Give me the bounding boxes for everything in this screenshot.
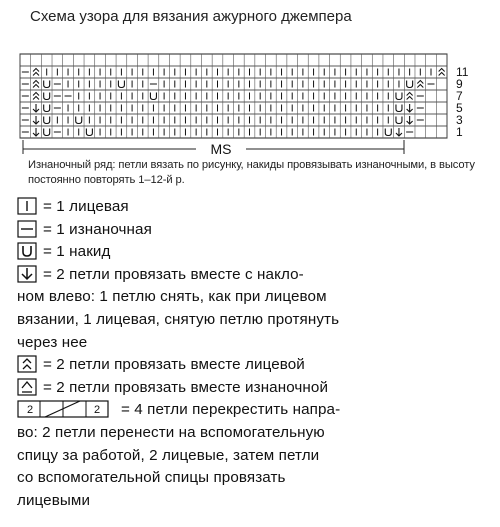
k2tog-left-symbol-icon <box>17 265 37 283</box>
row-number: 9 <box>456 77 463 91</box>
repeat-bracket <box>23 140 404 157</box>
legend-text-line: лицевыми <box>17 491 91 509</box>
legend <box>17 196 373 512</box>
legend-text-line: со вспомогательной спицы провязать <box>17 469 286 487</box>
legend-text-line: через нее <box>17 333 88 351</box>
row-number: 5 <box>456 101 463 115</box>
row-number: 7 <box>456 89 463 103</box>
knitting-chart <box>0 0 500 160</box>
knit-symbol-icon <box>17 197 37 215</box>
legend-cross: 2 2 = 4 петли перекрестить напра- <box>17 399 373 422</box>
legend-purl: = 1 изнаночная <box>17 219 373 242</box>
legend-k2tog-left: = 2 петли провязать вместе с накло- <box>17 264 373 287</box>
cross-symbol-icon <box>17 400 109 418</box>
instruction-note: Изнаночный ряд: петли вязать по рисунку, накиды провязывать изнаночными, в высоту постоянно повторять 1–12-й р. <box>28 159 475 186</box>
row-number: 1 <box>456 125 463 139</box>
legend-text-line: ном влево: 1 петлю снять, как при лицевом <box>17 288 327 306</box>
p2tog-symbol-icon <box>17 378 37 396</box>
legend-knit: = 1 лицевая <box>17 196 373 219</box>
repeat-label: MS <box>210 141 232 157</box>
row-number: 11 <box>456 65 469 79</box>
legend-k2tog: = 2 петли провязать вместе лицевой <box>17 354 373 377</box>
purl-symbol-icon <box>17 220 37 238</box>
legend-yarn-over: = 1 накид <box>17 241 373 264</box>
row-number: 3 <box>456 113 463 127</box>
legend-text-line: во: 2 петли перенести на вспомогательную <box>17 423 325 441</box>
cross-symbol-num: 2 <box>27 404 34 417</box>
cross-symbol-num: 2 <box>94 404 101 417</box>
page-title: Схема узора для вязания ажурного джемпера <box>30 8 352 25</box>
legend-text-line: спицу за работой, 2 лицевые, затем петли <box>17 446 320 464</box>
k2tog-symbol-icon <box>17 355 37 373</box>
row-numbers <box>456 65 469 139</box>
chart-grid <box>20 54 447 138</box>
yarn-over-symbol-icon <box>17 242 37 260</box>
legend-text-line: вязании, 1 лицевая, снятую петлю протянуть <box>17 310 340 328</box>
legend-p2tog: = 2 петли провязать вместе изнаночной <box>17 377 373 400</box>
